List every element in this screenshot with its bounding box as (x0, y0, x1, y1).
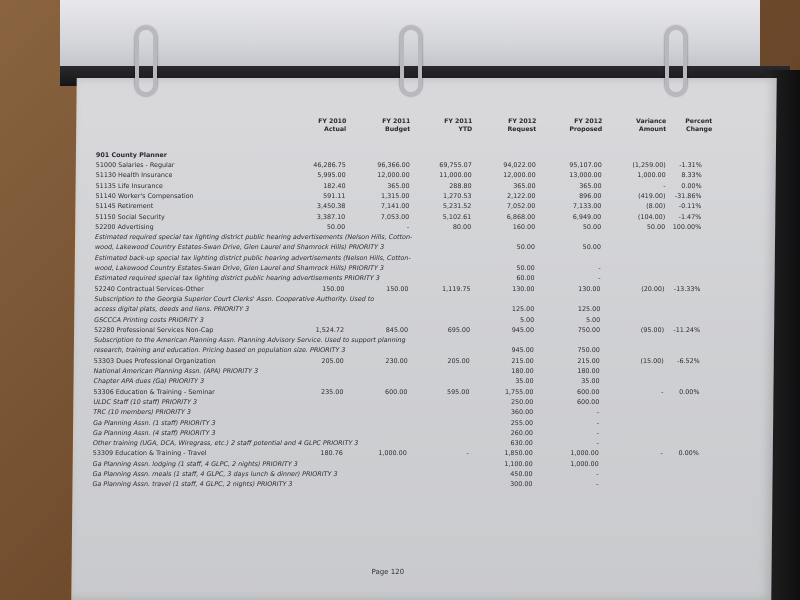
row-label: Ga Planning Assn. meals (1 staff, 4 GLPC, 3 days lunch & dinner) PRIORITY 3 (92, 470, 338, 478)
line-item-row (96, 162, 756, 170)
cell-fy2012-proposed: - (596, 408, 600, 417)
cell-fy2011-ytd: 288.80 (449, 181, 472, 190)
cell-percent: 0.00% (678, 449, 699, 458)
cell-fy2010-actual: 591.11 (323, 191, 346, 200)
cell-fy2012-proposed: - (598, 274, 601, 283)
line-item-row (96, 183, 756, 191)
page-number: Page 120 (371, 568, 405, 576)
cell-percent: -0.11% (678, 202, 702, 211)
note-row (93, 409, 753, 417)
row-label: GSCCCA Printing costs PRIORITY 3 (94, 315, 204, 324)
cell-fy2012-request: 94,022.00 (503, 161, 536, 169)
header-variance-sub: Amount (638, 125, 667, 133)
row-label: Ga Planning Assn. (1 staff) PRIORITY 3 (93, 418, 216, 427)
note-row (95, 244, 755, 252)
note-row (94, 347, 754, 355)
line-item-row (95, 224, 755, 232)
line-item-row (93, 389, 753, 397)
cell-variance: - (661, 387, 664, 396)
cell-fy2010-actual: 3,450.38 (316, 202, 346, 211)
cell-fy2012-request: 35.00 (515, 377, 534, 386)
row-label: Chapter APA dues (Ga) PRIORITY 3 (93, 377, 205, 386)
cell-fy2012-request: 7,052.00 (506, 202, 536, 211)
budget-page (71, 78, 776, 600)
cell-fy2012-proposed: 750.00 (577, 325, 601, 334)
line-item-row (94, 327, 754, 335)
cell-fy2012-proposed: 750.00 (577, 346, 600, 355)
row-label: 51145 Retirement (95, 202, 154, 211)
row-label: 52240 Contractual Services-Other (94, 284, 204, 293)
cell-fy2011-ytd: 80.00 (452, 222, 472, 231)
note-row (95, 275, 755, 283)
cell-fy2012-request: 945.00 (511, 346, 534, 355)
section-title-text: 901 County Planner (95, 151, 167, 159)
cell-fy2012-request: 6,868.00 (506, 212, 536, 221)
cell-variance: (20.00) (641, 284, 665, 293)
note-row (92, 481, 752, 489)
cell-variance: - (660, 449, 663, 458)
line-item-row (93, 450, 753, 458)
cell-fy2011-budget: 365.00 (387, 181, 410, 190)
header-fy2012-proposed-type: Proposed (569, 125, 603, 133)
header-fy2011-ytd (422, 118, 472, 133)
cell-fy2011-budget: 600.00 (385, 387, 408, 396)
cell-fy2010-actual: 235.00 (321, 387, 344, 396)
cell-variance: (8.00) (646, 202, 666, 211)
note-row (94, 317, 754, 325)
cell-fy2012-proposed: 5.00 (585, 315, 601, 324)
header-variance-title: Variance (635, 118, 667, 125)
cell-fy2012-proposed: - (598, 264, 601, 272)
row-label: 53309 Education & Training - Travel (92, 449, 207, 458)
cell-fy2011-ytd: 5,231.52 (442, 202, 472, 211)
cell-percent: 0.00% (681, 181, 702, 190)
cell-fy2012-proposed: 50.00 (582, 222, 602, 231)
cell-percent: -1.47% (678, 212, 702, 221)
header-fy2012-request-type: Request (507, 125, 537, 133)
note-row (94, 378, 754, 386)
cell-variance: (95.00) (640, 325, 665, 334)
cell-variance: (104.00) (637, 212, 666, 221)
row-label: research, training and education. Pricing based on population size. PRIORITY 3 (93, 346, 346, 355)
cell-fy2012-request: 130.00 (512, 284, 535, 293)
section-title (96, 152, 756, 160)
cell-fy2012-proposed: 125.00 (577, 305, 601, 314)
cell-fy2011-ytd: 1,119.75 (442, 284, 471, 293)
cell-fy2012-proposed: 180.00 (577, 367, 600, 375)
row-label: wood, Lakewood Country Estates-Swan Drive, Glen Laurel and Shamrock Hills) PRIORITY 3 (94, 264, 385, 272)
cell-fy2011-ytd: - (466, 449, 469, 458)
cell-fy2011-budget: 230.00 (385, 356, 408, 365)
note-row (94, 368, 754, 376)
cell-fy2012-proposed: 215.00 (577, 356, 600, 365)
cell-fy2012-request: 365.00 (513, 181, 536, 190)
cell-fy2010-actual: 46,286.75 (313, 161, 346, 169)
cell-fy2012-request: 945.00 (511, 325, 535, 334)
cell-percent: 100.00% (672, 222, 702, 231)
header-variance (616, 118, 666, 133)
cell-fy2012-request: 1,850.00 (504, 449, 533, 458)
header-fy2010-type: Actual (324, 125, 347, 133)
cell-fy2012-proposed: 6,949.00 (572, 212, 602, 221)
line-item-row (95, 203, 755, 211)
row-label: Ga Planning Assn. lodging (1 staff, 4 GLPC, 2 nights) PRIORITY 3 (92, 459, 298, 468)
row-label: 51000 Salaries - Regular (95, 161, 175, 169)
header-fy2010-year: FY 2010 (318, 118, 347, 125)
cell-fy2012-request: 255.00 (510, 418, 534, 427)
note-row (93, 420, 753, 428)
header-percent-sub: Change (686, 125, 713, 133)
cell-fy2012-request: 125.00 (511, 305, 535, 314)
header-percent-title: Percent (685, 118, 713, 125)
header-percent (662, 118, 712, 133)
line-item-row (94, 286, 754, 294)
cell-percent: -1.31% (679, 161, 702, 169)
cell-fy2011-budget: 7,141.00 (380, 202, 410, 211)
cell-fy2010-actual: 182.40 (323, 181, 346, 190)
header-fy2011-ytd-type: YTD (458, 125, 473, 133)
cell-fy2012-request: 300.00 (510, 480, 533, 489)
row-label: Estimated required special tax lighting district public hearing advertisements (Nelson Hills, Cotton- (95, 233, 413, 242)
note-row (95, 234, 755, 242)
cell-fy2011-ytd: 205.00 (447, 356, 470, 365)
cell-fy2012-proposed: 13,000.00 (569, 171, 602, 180)
line-item-row (94, 358, 754, 366)
header-fy2012-request (486, 118, 536, 133)
row-label: Ga Planning Assn. (4 staff) PRIORITY 3 (92, 428, 216, 437)
cell-fy2011-budget: 96,366.00 (377, 161, 410, 169)
cell-fy2011-ytd: 695.00 (447, 325, 471, 334)
cell-fy2011-ytd: 5,102.61 (442, 212, 472, 221)
binder-ring-right (665, 26, 687, 96)
cell-fy2012-proposed: 130.00 (578, 284, 601, 293)
note-row (93, 440, 753, 448)
cell-fy2012-request: 2,122.00 (506, 191, 536, 200)
binder-ring-left (135, 26, 157, 96)
line-item-row (96, 172, 756, 180)
cell-fy2011-budget: 7,053.00 (380, 212, 410, 221)
cell-percent: -6.52% (677, 356, 700, 365)
cell-variance: (15.00) (640, 356, 664, 365)
cell-fy2012-request: 60.00 (516, 274, 535, 283)
row-label: Ga Planning Assn. travel (1 staff, 4 GLPC, 2 nights) PRIORITY 3 (92, 480, 293, 489)
header-fy2011-budget-year: FY 2011 (382, 118, 411, 125)
cell-fy2010-actual: 3,387.10 (316, 212, 346, 221)
cell-fy2012-proposed: 7,133.00 (572, 202, 602, 211)
cell-fy2012-proposed: 600.00 (576, 397, 600, 406)
row-label: 51130 Health Insurance (95, 171, 173, 180)
row-label: 51140 Worker's Compensation (95, 191, 194, 200)
cell-fy2010-actual: 150.00 (322, 284, 345, 293)
header-fy2010 (296, 118, 346, 133)
row-label: Estimated back-up special tax lighting district public hearing advertisements (Nelson Hills, Cotton- (94, 253, 411, 262)
row-label: ULDC Staff (10 staff) PRIORITY 3 (93, 397, 198, 406)
cell-fy2011-budget: 1,000.00 (378, 449, 407, 458)
row-label: 51135 Life Insurance (95, 181, 163, 190)
cell-fy2012-request: 50.00 (516, 243, 536, 252)
cell-fy2012-proposed: 1,000.00 (570, 459, 599, 468)
cell-fy2012-proposed: - (596, 428, 600, 437)
header-fy2011-ytd-year: FY 2011 (444, 118, 473, 125)
row-label: 53306 Education & Training - Seminar (93, 387, 215, 396)
cell-fy2012-request: 180.00 (511, 367, 534, 375)
cell-variance: (1,259.00) (632, 161, 666, 169)
note-row (94, 296, 754, 304)
row-label: 52280 Professional Services Non-Cap (94, 325, 214, 334)
row-label: 52200 Advertising (95, 222, 154, 231)
cell-fy2012-proposed: - (596, 470, 599, 478)
cell-variance: 50.00 (646, 222, 666, 231)
cell-fy2011-ytd: 1,270.53 (442, 191, 472, 200)
cell-fy2011-budget: 150.00 (386, 284, 409, 293)
cell-fy2011-ytd: 595.00 (447, 387, 470, 396)
cell-fy2012-proposed: - (596, 418, 600, 427)
cell-fy2012-request: 215.00 (511, 356, 534, 365)
note-row (93, 430, 753, 438)
note-row (95, 265, 755, 273)
cell-fy2011-budget: 12,000.00 (377, 171, 410, 180)
line-item-row (95, 214, 755, 222)
cell-fy2011-budget: - (406, 222, 410, 231)
cell-fy2011-budget: 1,315.00 (380, 191, 410, 200)
cell-fy2012-proposed: 1,000.00 (570, 449, 599, 458)
note-row (93, 399, 753, 407)
row-label: 51150 Social Security (95, 212, 165, 221)
cell-fy2012-request: 260.00 (510, 428, 534, 437)
note-row (95, 255, 755, 263)
cell-percent: 8.33% (681, 171, 702, 180)
cell-fy2012-proposed: 35.00 (581, 377, 600, 386)
cell-percent: -11.24% (673, 325, 701, 334)
cell-fy2010-actual: 180.76 (320, 449, 343, 458)
header-fy2012-proposed-year: FY 2012 (574, 118, 603, 125)
cell-fy2012-request: 250.00 (510, 397, 534, 406)
line-item-row (95, 193, 755, 201)
row-label: access digital plats, deeds and liens. PRIORITY 3 (94, 305, 250, 314)
header-fy2012-proposed (552, 118, 602, 133)
note-row (93, 461, 753, 469)
note-row (94, 306, 754, 314)
cell-fy2012-request: 1,755.00 (504, 387, 534, 396)
row-label: wood, Lakewood Country Estates-Swan Drive, Glen Laurel and Shamrock Hills) PRIORITY 3 (94, 243, 385, 252)
cell-fy2011-ytd: 69,755.07 (439, 161, 472, 169)
cell-fy2012-request: 50.00 (516, 264, 535, 272)
cell-fy2011-budget: 845.00 (385, 325, 409, 334)
cell-fy2010-actual: 50.00 (326, 222, 346, 231)
header-fy2011-budget (360, 118, 410, 133)
cell-percent: -31.86% (674, 191, 702, 200)
cell-percent: 0.00% (679, 387, 700, 396)
cell-fy2012-request: 1,100.00 (504, 459, 533, 468)
row-label: Estimated required special tax lighting district public hearing advertisements PRIORITY 3 (94, 274, 380, 283)
cell-fy2012-request: 160.00 (512, 222, 536, 231)
cell-fy2010-actual: 205.00 (321, 356, 344, 365)
cell-fy2012-proposed: 896.00 (579, 191, 602, 200)
cell-fy2012-request: 450.00 (510, 470, 533, 478)
row-label: Subscription to the American Planning Assn. Planning Advisory Service. Used to support planning (93, 336, 406, 345)
cell-fy2012-proposed: - (596, 439, 599, 448)
cell-fy2012-request: 360.00 (510, 408, 534, 417)
cell-fy2012-proposed: - (596, 480, 599, 489)
cell-fy2010-actual: 1,524.72 (315, 325, 345, 334)
cell-fy2012-request: 630.00 (510, 439, 533, 448)
cell-variance: - (663, 181, 666, 190)
cell-fy2012-request: 5.00 (519, 315, 535, 324)
cell-fy2011-ytd: 11,000.00 (439, 171, 472, 180)
row-label: 53303 Dues Professional Organization (93, 356, 216, 365)
header-fy2011-budget-type: Budget (385, 125, 411, 133)
row-label: TRC (10 members) PRIORITY 3 (93, 408, 192, 417)
row-label: Subscription to the Georgia Superior Court Clerks' Assn. Cooperative Authority. Used to (94, 294, 375, 303)
note-row (93, 471, 753, 479)
cell-percent: -13.33% (673, 284, 701, 293)
cell-fy2010-actual: 5,995.00 (317, 171, 346, 180)
cell-fy2012-proposed: 600.00 (577, 387, 600, 396)
row-label: National American Planning Assn. (APA) PRIORITY 3 (93, 367, 259, 375)
cell-variance: 1,000.00 (637, 171, 666, 180)
note-row (94, 337, 754, 345)
cell-fy2012-request: 12,000.00 (503, 171, 536, 180)
row-label: Other training (UGA, DCA, Wiregrass, etc.) 2 staff potential and 4 GLPC PRIORITY 3 (92, 439, 359, 448)
cell-fy2012-proposed: 50.00 (582, 243, 602, 252)
cell-fy2012-proposed: 365.00 (579, 181, 602, 190)
header-fy2012-request-year: FY 2012 (508, 118, 537, 125)
cell-variance: (419.00) (638, 191, 666, 200)
binder-ring-center (400, 26, 422, 96)
cell-fy2012-proposed: 95,107.00 (569, 161, 602, 169)
